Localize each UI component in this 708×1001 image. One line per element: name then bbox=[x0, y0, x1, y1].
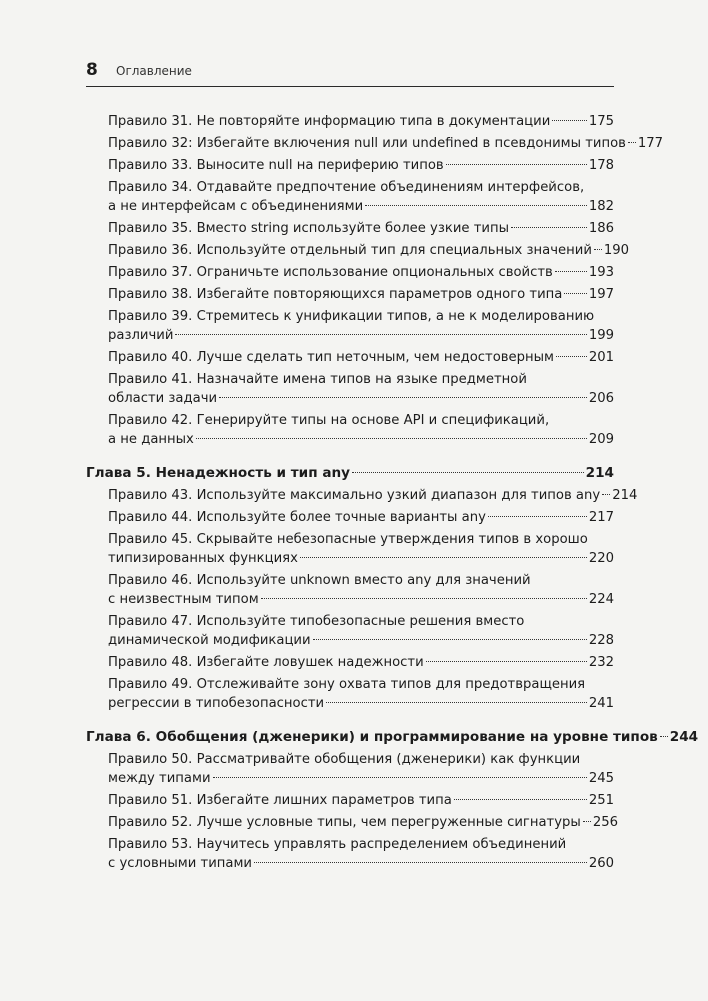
toc-page-number: 214 bbox=[612, 488, 638, 503]
toc-entry-title-line: Правило 43. Используйте максимально узкий диапазон для типов any bbox=[108, 488, 601, 503]
toc-entry-row bbox=[108, 631, 614, 650]
toc-rule-entry[interactable] bbox=[86, 675, 614, 713]
toc-entry-title-line: между типами bbox=[108, 771, 211, 786]
toc-entry-row bbox=[108, 590, 614, 609]
toc-page-number: 244 bbox=[669, 729, 699, 745]
toc-page-number: 256 bbox=[592, 815, 619, 830]
dot-leader bbox=[261, 598, 587, 599]
page-number: 8 bbox=[86, 60, 98, 80]
toc-rule-entry[interactable] bbox=[86, 653, 614, 672]
toc-page-number: 201 bbox=[588, 350, 614, 365]
toc-rule-entry[interactable] bbox=[86, 411, 614, 449]
toc-rule-entry[interactable] bbox=[86, 370, 614, 408]
toc-page-number: 217 bbox=[588, 510, 614, 525]
dot-leader bbox=[300, 557, 587, 558]
toc-entry-title-line: с условными типами bbox=[108, 856, 252, 871]
toc-page-number: 190 bbox=[603, 243, 630, 258]
toc-rule-entry[interactable] bbox=[86, 285, 614, 304]
dot-leader bbox=[219, 397, 587, 398]
toc-entry-title-line: Глава 6. Обобщения (дженерики) и программирование на уровне типов bbox=[86, 729, 658, 745]
toc-entry-row bbox=[108, 694, 614, 713]
table-of-contents bbox=[86, 112, 699, 876]
toc-entry-row bbox=[108, 219, 614, 238]
toc-entry-title-line: Правило 40. Лучше сделать тип неточным, чем недостоверным bbox=[108, 350, 555, 365]
dot-leader bbox=[583, 821, 591, 822]
toc-entry-title-line: а не интерфейсам с объединениями bbox=[108, 199, 364, 214]
toc-entry-row bbox=[108, 263, 614, 282]
toc-entry-title-line: Правило 37. Ограничьте использование опциональных свойств bbox=[108, 265, 553, 280]
toc-entry-title-line: Правило 45. Скрывайте небезопасные утверждения типов в хорошо bbox=[108, 532, 588, 547]
toc-entry-row bbox=[108, 791, 614, 810]
toc-page-number: 193 bbox=[588, 265, 614, 280]
toc-page-number: 206 bbox=[588, 391, 614, 406]
dot-leader bbox=[326, 702, 587, 703]
toc-entry-title-line: с неизвестным типом bbox=[108, 592, 259, 607]
dot-leader bbox=[196, 438, 587, 439]
toc-entry-title-line: Правило 44. Используйте более точные варианты any bbox=[108, 510, 486, 525]
dot-leader bbox=[564, 293, 586, 294]
toc-entry-row bbox=[108, 389, 614, 408]
toc-entry-title-line: Правило 33. Выносите null на периферию типов bbox=[108, 158, 444, 173]
dot-leader bbox=[352, 472, 584, 473]
toc-rule-entry[interactable] bbox=[86, 508, 614, 527]
toc-entry-title-line: Правило 32: Избегайте включения null или undefined в псевдонимы типов bbox=[108, 136, 626, 151]
dot-leader bbox=[426, 661, 587, 662]
toc-entry-row bbox=[108, 241, 630, 260]
toc-rule-entry[interactable] bbox=[86, 486, 638, 505]
toc-page-number: 177 bbox=[637, 136, 664, 151]
toc-entry-row bbox=[108, 486, 638, 505]
toc-entry-title-line: Правило 53. Научитесь управлять распределением объединений bbox=[108, 837, 567, 852]
toc-rule-entry[interactable] bbox=[86, 134, 664, 153]
dot-leader bbox=[213, 777, 587, 778]
toc-rule-entry[interactable] bbox=[86, 307, 614, 345]
toc-entry-row bbox=[108, 549, 614, 568]
dot-leader bbox=[175, 334, 586, 335]
toc-rule-entry[interactable] bbox=[86, 835, 614, 873]
dot-leader bbox=[313, 639, 587, 640]
toc-entry-title-line: Правило 51. Избегайте лишних параметров типа bbox=[108, 793, 452, 808]
toc-page-number: 209 bbox=[588, 432, 614, 447]
toc-rule-entry[interactable] bbox=[86, 571, 614, 609]
toc-entry-row bbox=[108, 854, 614, 873]
dot-leader bbox=[628, 142, 636, 143]
toc-rule-entry[interactable] bbox=[86, 791, 614, 810]
dot-leader bbox=[454, 799, 587, 800]
dot-leader bbox=[660, 736, 668, 737]
toc-entry-title-line: Правило 39. Стремитесь к унификации типов, а не к моделированию bbox=[108, 309, 595, 324]
toc-entry-row bbox=[108, 769, 614, 788]
running-header bbox=[86, 58, 614, 87]
toc-rule-entry[interactable] bbox=[86, 156, 614, 175]
toc-page-number: 232 bbox=[588, 655, 614, 670]
dot-leader bbox=[552, 120, 587, 121]
toc-entry-title-line: динамической модификации bbox=[108, 633, 311, 648]
toc-rule-entry[interactable] bbox=[86, 813, 619, 832]
toc-rule-entry[interactable] bbox=[86, 112, 614, 131]
toc-entry-title-line: области задачи bbox=[108, 391, 218, 406]
toc-page-number: 186 bbox=[588, 221, 614, 236]
dot-leader bbox=[556, 356, 587, 357]
toc-entry-title-line: Правило 41. Назначайте имена типов на языке предметной bbox=[108, 372, 527, 387]
toc-entry-row bbox=[86, 464, 614, 483]
toc-entry-row bbox=[108, 285, 614, 304]
toc-chapter-entry[interactable] bbox=[86, 464, 614, 483]
dot-leader bbox=[488, 516, 587, 517]
toc-entry-title-line: Правило 49. Отслеживайте зону охвата типов для предотвращения bbox=[108, 677, 586, 692]
toc-rule-entry[interactable] bbox=[86, 263, 614, 282]
toc-entry-row bbox=[108, 430, 614, 449]
toc-entry-title-line: регрессии в типобезопасности bbox=[108, 696, 325, 711]
toc-page-number: 199 bbox=[588, 328, 614, 343]
toc-entry-row bbox=[108, 197, 614, 216]
toc-entry-title-line: различий bbox=[108, 328, 174, 343]
toc-page-number: 182 bbox=[588, 199, 614, 214]
toc-entry-title-line: а не данных bbox=[108, 432, 194, 447]
toc-entry-title-line: Правило 50. Рассматривайте обобщения (дженерики) как функции bbox=[108, 752, 581, 767]
toc-rule-entry[interactable] bbox=[86, 348, 614, 367]
toc-entry-title-line: Правило 38. Избегайте повторяющихся параметров одного типа bbox=[108, 287, 563, 302]
toc-chapter-entry[interactable] bbox=[86, 728, 699, 747]
toc-page-number: 220 bbox=[588, 551, 614, 566]
toc-page-number: 245 bbox=[588, 771, 614, 786]
toc-page-number: 197 bbox=[588, 287, 614, 302]
toc-rule-entry[interactable] bbox=[86, 241, 630, 260]
dot-leader bbox=[254, 862, 587, 863]
toc-entry-row bbox=[108, 134, 664, 153]
toc-entry-row bbox=[108, 508, 614, 527]
running-title: Оглавление bbox=[116, 64, 192, 78]
toc-rule-entry[interactable] bbox=[86, 219, 614, 238]
toc-entry-row bbox=[108, 348, 614, 367]
toc-entry-title-line: типизированных функциях bbox=[108, 551, 298, 566]
toc-page-number: 228 bbox=[588, 633, 614, 648]
dot-leader bbox=[602, 494, 610, 495]
toc-page-number: 224 bbox=[588, 592, 614, 607]
toc-entry-row bbox=[108, 326, 614, 345]
toc-rule-entry[interactable] bbox=[86, 530, 614, 568]
toc-entry-title-line: Правило 48. Избегайте ловушек надежности bbox=[108, 655, 424, 670]
dot-leader bbox=[511, 227, 587, 228]
toc-rule-entry[interactable] bbox=[86, 178, 614, 216]
toc-rule-entry[interactable] bbox=[86, 750, 614, 788]
toc-entry-title-line: Правило 52. Лучше условные типы, чем перегруженные сигнатуры bbox=[108, 815, 581, 830]
dot-leader bbox=[365, 205, 587, 206]
toc-entry-row bbox=[86, 728, 699, 747]
toc-page-number: 178 bbox=[588, 158, 614, 173]
toc-entry-title-line: Правило 46. Используйте unknown вместо any для значений bbox=[108, 573, 531, 588]
toc-entry-title-line: Правило 35. Вместо string используйте более узкие типы bbox=[108, 221, 509, 236]
toc-entry-title-line: Правило 47. Используйте типобезопасные решения вместо bbox=[108, 614, 525, 629]
toc-entry-title-line: Правило 31. Не повторяйте информацию типа в документации bbox=[108, 114, 551, 129]
toc-entry-row bbox=[108, 112, 614, 131]
toc-entry-title-line: Правило 36. Используйте отдельный тип для специальных значений bbox=[108, 243, 592, 258]
dot-leader bbox=[555, 271, 587, 272]
toc-rule-entry[interactable] bbox=[86, 612, 614, 650]
toc-entry-row bbox=[108, 156, 614, 175]
toc-entry-title-line: Глава 5. Ненадежность и тип any bbox=[86, 465, 351, 481]
dot-leader bbox=[446, 164, 587, 165]
toc-entry-title-line: Правило 34. Отдавайте предпочтение объединениям интерфейсов, bbox=[108, 180, 585, 195]
toc-page-number: 260 bbox=[588, 856, 614, 871]
toc-entry-row bbox=[108, 653, 614, 672]
dot-leader bbox=[594, 249, 602, 250]
toc-page-number: 251 bbox=[588, 793, 614, 808]
toc-entry-row bbox=[108, 813, 619, 832]
toc-page-number: 241 bbox=[588, 696, 614, 711]
toc-entry-title-line: Правило 42. Генерируйте типы на основе API и спецификаций, bbox=[108, 413, 550, 428]
toc-page-number: 214 bbox=[585, 465, 614, 481]
toc-page-number: 175 bbox=[588, 114, 614, 129]
